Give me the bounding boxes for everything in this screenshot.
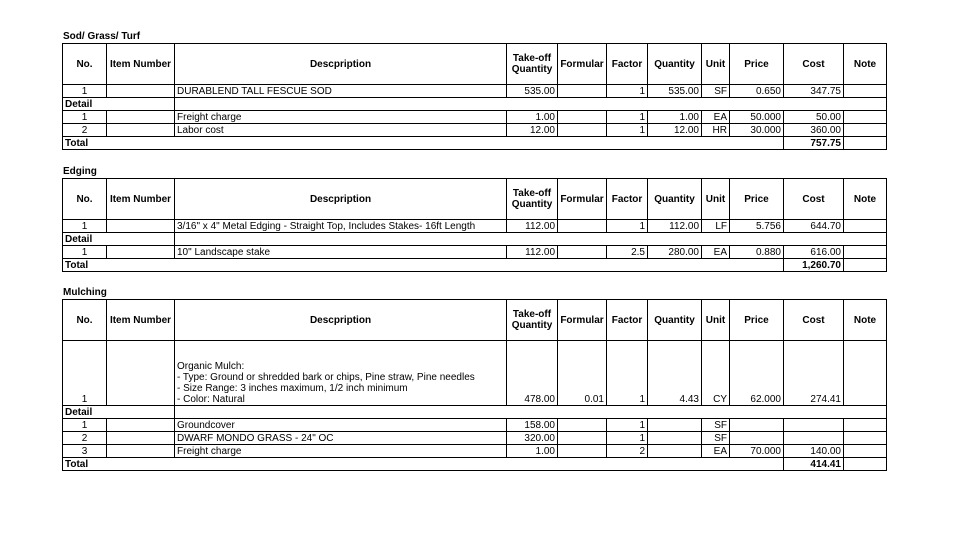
cell-formular: [558, 432, 607, 445]
main-item-row: [63, 85, 887, 98]
cell-no: 1: [63, 111, 107, 124]
estimate-table: [62, 299, 887, 471]
cell-description: Organic Mulch: - Type: Ground or shredded bark or chips, Pine straw, Pine needles - Size Range: 3 inches maximum, 1/2 inch minimum - Color: Natural: [175, 341, 507, 406]
cell-no: 1: [63, 341, 107, 406]
cell-no: 1: [63, 85, 107, 98]
total-row: [63, 137, 887, 150]
cell-item-number: [107, 111, 175, 124]
cell-unit: HR: [702, 124, 730, 137]
cell-formular: [558, 124, 607, 137]
cell-description: Freight charge: [175, 111, 507, 124]
detail-label-row: [63, 406, 887, 419]
detail-row: [63, 111, 887, 124]
cell-description: DURABLEND TALL FESCUE SOD: [175, 85, 507, 98]
column-header-note: Note: [844, 300, 887, 341]
cell-description: DWARF MONDO GRASS - 24" OC: [175, 432, 507, 445]
cell-factor: 1: [607, 111, 648, 124]
detail-row: [63, 246, 887, 259]
column-header-unit: Unit: [702, 179, 730, 220]
cell-takeoff: 12.00: [507, 124, 558, 137]
cell-empty: [175, 233, 887, 246]
cell-cost: 616.00: [784, 246, 844, 259]
total-label: Total: [63, 458, 784, 471]
cell-takeoff: 112.00: [507, 246, 558, 259]
total-row: [63, 458, 887, 471]
cell-unit: EA: [702, 445, 730, 458]
cell-factor: 1: [607, 220, 648, 233]
cell-note: [844, 432, 887, 445]
cell-cost: 360.00: [784, 124, 844, 137]
cell-quantity: [648, 419, 702, 432]
cell-unit: EA: [702, 246, 730, 259]
total-cost: 1,260.70: [784, 259, 844, 272]
cell-no: 2: [63, 432, 107, 445]
cell-description: Freight charge: [175, 445, 507, 458]
cell-takeoff: 158.00: [507, 419, 558, 432]
cell-price: 0.650: [730, 85, 784, 98]
detail-row: [63, 432, 887, 445]
column-header-note: Note: [844, 179, 887, 220]
column-header-takeoff: Take-off Quantity: [507, 44, 558, 85]
cell-unit: SF: [702, 432, 730, 445]
estimate-table: [62, 178, 887, 272]
cell-formular: [558, 220, 607, 233]
cell-description: Groundcover: [175, 419, 507, 432]
cell-empty: [175, 98, 887, 111]
cell-factor: 1: [607, 419, 648, 432]
cell-price: 50.000: [730, 111, 784, 124]
cell-unit: EA: [702, 111, 730, 124]
cell-cost: [784, 432, 844, 445]
cell-formular: [558, 246, 607, 259]
column-header-description: Descpription: [175, 44, 507, 85]
cell-quantity: 12.00: [648, 124, 702, 137]
cell-item-number: [107, 432, 175, 445]
column-header-cost: Cost: [784, 44, 844, 85]
cell-cost: [784, 419, 844, 432]
section-title: Mulching: [63, 287, 107, 298]
main-item-row: [63, 220, 887, 233]
cell-cost: 274.41: [784, 341, 844, 406]
cell-note: [844, 85, 887, 98]
column-header-no: No.: [63, 300, 107, 341]
column-header-formular: Formular: [558, 300, 607, 341]
cell-empty: [175, 406, 887, 419]
cell-note: [844, 259, 887, 272]
cell-formular: [558, 111, 607, 124]
column-header-price: Price: [730, 179, 784, 220]
cell-item-number: [107, 85, 175, 98]
column-header-factor: Factor: [607, 179, 648, 220]
cell-factor: 2: [607, 445, 648, 458]
header-row: [63, 179, 887, 220]
cell-quantity: 535.00: [648, 85, 702, 98]
column-header-takeoff: Take-off Quantity: [507, 179, 558, 220]
cell-no: 1: [63, 220, 107, 233]
detail-row: [63, 124, 887, 137]
cell-quantity: 280.00: [648, 246, 702, 259]
column-header-description: Descpription: [175, 300, 507, 341]
cell-no: 1: [63, 419, 107, 432]
cell-takeoff: 320.00: [507, 432, 558, 445]
total-cost: 757.75: [784, 137, 844, 150]
header-row: [63, 44, 887, 85]
detail-row: [63, 445, 887, 458]
cell-price: [730, 432, 784, 445]
column-header-item-number: Item Number: [107, 300, 175, 341]
cell-note: [844, 124, 887, 137]
cell-takeoff: 535.00: [507, 85, 558, 98]
detail-label: Detail: [63, 406, 175, 419]
column-header-item-number: Item Number: [107, 179, 175, 220]
detail-row: [63, 419, 887, 432]
column-header-factor: Factor: [607, 300, 648, 341]
cell-quantity: [648, 432, 702, 445]
cell-formular: 0.01: [558, 341, 607, 406]
column-header-quantity: Quantity: [648, 44, 702, 85]
cell-formular: [558, 445, 607, 458]
total-label: Total: [63, 259, 784, 272]
cell-price: 0.880: [730, 246, 784, 259]
cell-factor: 2.5: [607, 246, 648, 259]
cell-description: 10" Landscape stake: [175, 246, 507, 259]
cell-factor: 1: [607, 124, 648, 137]
cell-item-number: [107, 246, 175, 259]
cell-no: 3: [63, 445, 107, 458]
cell-note: [844, 341, 887, 406]
total-cost: 414.41: [784, 458, 844, 471]
cell-factor: 1: [607, 85, 648, 98]
column-header-cost: Cost: [784, 179, 844, 220]
cell-unit: SF: [702, 419, 730, 432]
cell-item-number: [107, 124, 175, 137]
cell-item-number: [107, 341, 175, 406]
detail-label: Detail: [63, 98, 175, 111]
cell-formular: [558, 419, 607, 432]
estimate-table: [62, 43, 887, 150]
cell-quantity: 4.43: [648, 341, 702, 406]
column-header-description: Descpription: [175, 179, 507, 220]
cell-no: 1: [63, 246, 107, 259]
detail-label-row: [63, 98, 887, 111]
cell-quantity: 112.00: [648, 220, 702, 233]
section-title: Edging: [63, 166, 97, 177]
cell-unit: LF: [702, 220, 730, 233]
cell-description: Labor cost: [175, 124, 507, 137]
cell-quantity: 1.00: [648, 111, 702, 124]
cell-takeoff: 1.00: [507, 111, 558, 124]
cell-takeoff: 112.00: [507, 220, 558, 233]
total-row: [63, 259, 887, 272]
total-label: Total: [63, 137, 784, 150]
column-header-unit: Unit: [702, 300, 730, 341]
column-header-item-number: Item Number: [107, 44, 175, 85]
cell-factor: 1: [607, 432, 648, 445]
cell-factor: 1: [607, 341, 648, 406]
main-item-row: [63, 341, 887, 406]
column-header-price: Price: [730, 300, 784, 341]
column-header-formular: Formular: [558, 179, 607, 220]
cell-price: 62.000: [730, 341, 784, 406]
cell-unit: SF: [702, 85, 730, 98]
column-header-no: No.: [63, 44, 107, 85]
cell-price: 70.000: [730, 445, 784, 458]
cell-price: 5.756: [730, 220, 784, 233]
cell-cost: 50.00: [784, 111, 844, 124]
cell-item-number: [107, 445, 175, 458]
cell-note: [844, 458, 887, 471]
cell-note: [844, 220, 887, 233]
cell-note: [844, 137, 887, 150]
cell-item-number: [107, 419, 175, 432]
column-header-quantity: Quantity: [648, 179, 702, 220]
section-title: Sod/ Grass/ Turf: [63, 31, 141, 42]
cell-unit: CY: [702, 341, 730, 406]
cell-takeoff: 478.00: [507, 341, 558, 406]
detail-label: Detail: [63, 233, 175, 246]
cell-takeoff: 1.00: [507, 445, 558, 458]
cell-description: 3/16" x 4" Metal Edging - Straight Top, Includes Stakes- 16ft Length: [175, 220, 507, 233]
column-header-unit: Unit: [702, 44, 730, 85]
column-header-cost: Cost: [784, 300, 844, 341]
cell-cost: 347.75: [784, 85, 844, 98]
column-header-no: No.: [63, 179, 107, 220]
column-header-factor: Factor: [607, 44, 648, 85]
column-header-takeoff: Take-off Quantity: [507, 300, 558, 341]
cell-cost: 644.70: [784, 220, 844, 233]
column-header-price: Price: [730, 44, 784, 85]
cell-cost: 140.00: [784, 445, 844, 458]
cell-note: [844, 111, 887, 124]
cell-quantity: [648, 445, 702, 458]
header-row: [63, 300, 887, 341]
cell-note: [844, 419, 887, 432]
column-header-quantity: Quantity: [648, 300, 702, 341]
cell-price: [730, 419, 784, 432]
column-header-note: Note: [844, 44, 887, 85]
detail-label-row: [63, 233, 887, 246]
cell-note: [844, 445, 887, 458]
column-header-formular: Formular: [558, 44, 607, 85]
cell-note: [844, 246, 887, 259]
cell-formular: [558, 85, 607, 98]
cell-item-number: [107, 220, 175, 233]
cell-price: 30.000: [730, 124, 784, 137]
cell-no: 2: [63, 124, 107, 137]
